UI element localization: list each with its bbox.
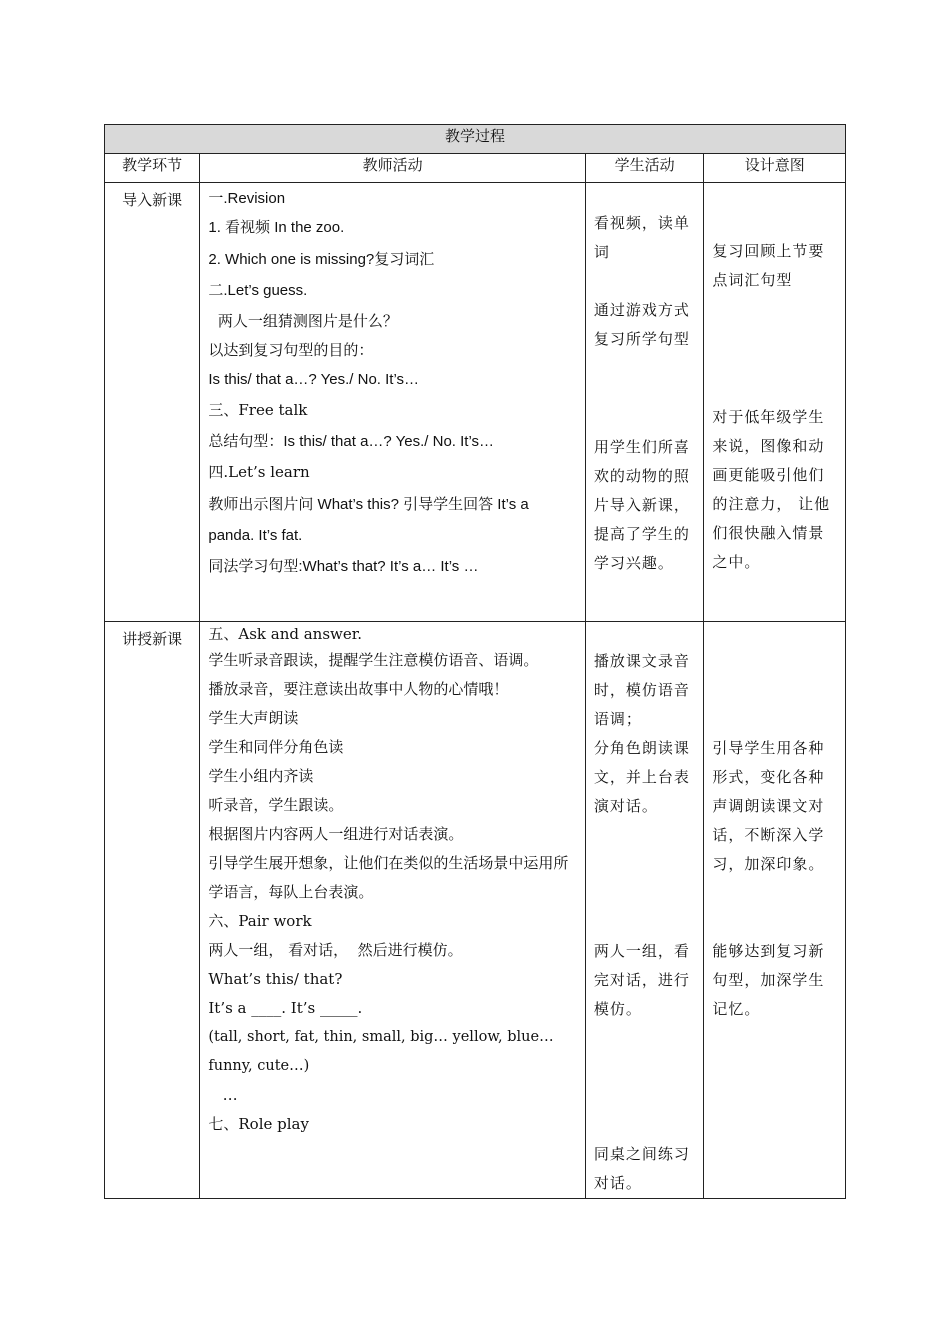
student-text: 两人一组，看完对话，进行模仿。: [593, 942, 690, 1018]
teacher-line: 两人一组猜测图片是什么？: [208, 312, 398, 330]
teacher-line: (tall, short, fat, thin, small, big… yellow, blue… funny, cute…): [208, 1029, 554, 1074]
teacher-line: 学生小组内齐读: [208, 767, 314, 785]
teacher-line: 1. 看视频 In the zoo.: [208, 219, 345, 236]
teacher-activity-new-lesson: [200, 622, 586, 1199]
teaching-process-table: [104, 124, 846, 1199]
table-title: 教学过程: [105, 125, 846, 154]
intent-text: 复习回顾上节要点词汇句型: [712, 242, 825, 289]
table-title-row: [105, 125, 846, 154]
teacher-line: It’s a ____. It’s _____.: [208, 999, 363, 1017]
teacher-line: 根据图片内容两人一组进行对话表演。: [208, 825, 464, 843]
teacher-line: 教师出示图片问 What’s this? 引导学生回答 It’s a panda. It’s fat.: [208, 496, 529, 544]
teacher-line: 一.Revision: [208, 190, 286, 207]
student-text: 同桌之间练习对话。: [593, 1145, 690, 1192]
teacher-line: 2. Which one is missing?复习词汇: [208, 251, 435, 268]
teacher-line: 听录音，学生跟读。: [208, 796, 344, 814]
table-row-intro: [105, 183, 846, 622]
teacher-activity-intro: [200, 183, 586, 622]
table-row-new-lesson: [105, 622, 846, 1199]
header-student-activity: 学生活动: [585, 154, 703, 183]
teacher-line: 六、Pair work: [208, 912, 312, 930]
teacher-line: 学生大声朗读: [208, 709, 299, 727]
teacher-line: 三、Free talk: [208, 401, 308, 419]
student-text: 分角色朗读课文，并上台表演对话。: [593, 739, 690, 815]
teacher-line: 四.Let’s learn: [208, 463, 310, 481]
intent-text: 对于低年级学生来说，图像和动画更能吸引他们的注意力， 让他们很快融入情景之中。: [712, 408, 831, 571]
student-text: 通过游戏方式复习所学句型: [593, 301, 690, 348]
header-stage: 教学环节: [105, 154, 200, 183]
teacher-line: Is this/ that a…? Yes./ No. It’s…: [208, 371, 420, 388]
teacher-line: 引导学生展开想象，让他们在类似的生活场景中运用所学语言，每队上台表演。: [208, 854, 569, 901]
design-intent-new-lesson: [704, 622, 846, 1199]
teacher-line: 总结句型：Is this/ that a…? Yes./ No. It’s…: [208, 433, 495, 450]
teacher-line: 二.Let’s guess.: [208, 282, 308, 299]
design-intent-intro: [704, 183, 846, 622]
student-text: 播放课文录音时，模仿语音语调；: [593, 652, 690, 728]
intent-text: 引导学生用各种形式，变化各种声调朗读课文对话，不断深入学习，加深印象。: [712, 739, 825, 873]
teacher-line: 学生和同伴分角色读: [208, 738, 344, 756]
teacher-line: 播放录音，要注意读出故事中人物的心情哦！: [208, 680, 509, 698]
student-activity-intro: [585, 183, 703, 622]
student-activity-new-lesson: [585, 622, 703, 1199]
header-teacher-activity: 教师活动: [200, 154, 586, 183]
stage-intro: 导入新课: [105, 183, 200, 622]
table-header-row: [105, 154, 846, 183]
teacher-line: 两人一组， 看对话， 然后进行模仿。: [208, 941, 463, 959]
stage-new-lesson: 讲授新课: [105, 622, 200, 1199]
intent-text: 能够达到复习新句型，加深学生记忆。: [712, 942, 825, 1018]
teacher-line: 以达到复习句型的目的：: [208, 341, 374, 359]
teacher-line: …: [208, 1086, 238, 1104]
teacher-line: 七、Role play: [208, 1115, 309, 1133]
teacher-line: 五、Ask and answer.: [208, 625, 363, 643]
teacher-line: 学生听录音跟读，提醒学生注意模仿语音、语调。: [208, 651, 539, 669]
header-design-intent: 设计意图: [704, 154, 846, 183]
teacher-line: What’s this/ that?: [208, 970, 343, 988]
student-text: 用学生们所喜欢的动物的照片导入新课，提高了学生的学习兴趣。: [593, 438, 690, 572]
teacher-line: 同法学习句型:What’s that? It’s a… It’s …: [208, 558, 479, 575]
student-text: 看视频，读单词: [593, 214, 690, 261]
